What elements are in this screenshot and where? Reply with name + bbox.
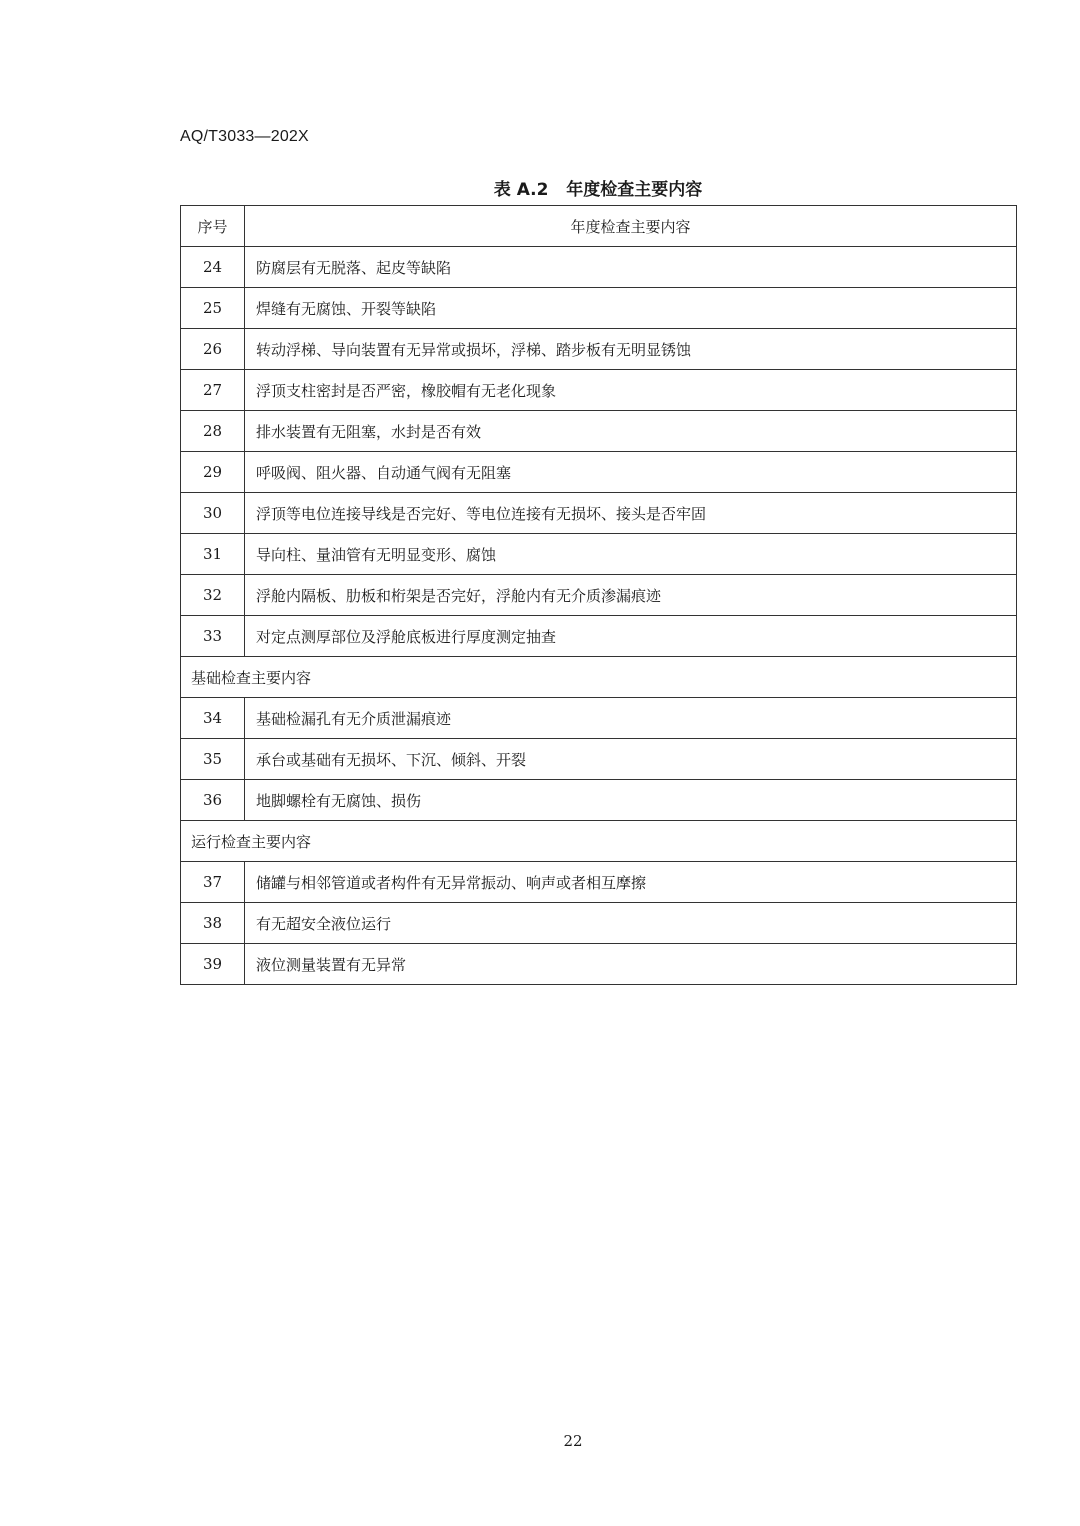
- table-body: [181, 247, 1017, 985]
- row-number: 29: [181, 452, 245, 493]
- row-content: 浮顶等电位连接导线是否完好、等电位连接有无损坏、接头是否牢固: [245, 493, 1017, 534]
- section-row: [181, 821, 1017, 862]
- table-row: [181, 739, 1017, 780]
- row-number: 25: [181, 288, 245, 329]
- row-content: 焊缝有无腐蚀、开裂等缺陷: [245, 288, 1017, 329]
- table-row: [181, 862, 1017, 903]
- row-content: 浮顶支柱密封是否严密，橡胶帽有无老化现象: [245, 370, 1017, 411]
- row-content: 地脚螺栓有无腐蚀、损伤: [245, 780, 1017, 821]
- row-number: 32: [181, 575, 245, 616]
- table-row: [181, 452, 1017, 493]
- section-heading: 运行检查主要内容: [181, 821, 1017, 862]
- row-number: 38: [181, 903, 245, 944]
- row-content: 液位测量装置有无异常: [245, 944, 1017, 985]
- row-content: 防腐层有无脱落、起皮等缺陷: [245, 247, 1017, 288]
- row-content: 导向柱、量油管有无明显变形、腐蚀: [245, 534, 1017, 575]
- table-row: [181, 944, 1017, 985]
- table-row: [181, 411, 1017, 452]
- row-content: 承台或基础有无损坏、下沉、倾斜、开裂: [245, 739, 1017, 780]
- table-row: [181, 329, 1017, 370]
- row-number: 28: [181, 411, 245, 452]
- table-title-text: 年度检查主要内容: [566, 180, 703, 200]
- row-number: 37: [181, 862, 245, 903]
- table-row: [181, 575, 1017, 616]
- table-row: [181, 493, 1017, 534]
- row-number: 24: [181, 247, 245, 288]
- row-number: 39: [181, 944, 245, 985]
- row-number: 30: [181, 493, 245, 534]
- row-content: 浮舱内隔板、肋板和桁架是否完好，浮舱内有无介质渗漏痕迹: [245, 575, 1017, 616]
- table-row: [181, 616, 1017, 657]
- table-header-row: [181, 206, 1017, 247]
- row-number: 31: [181, 534, 245, 575]
- column-header-no: 序号: [181, 206, 245, 247]
- table-row: [181, 534, 1017, 575]
- section-heading: 基础检查主要内容: [181, 657, 1017, 698]
- table-row: [181, 370, 1017, 411]
- table-title: [0, 175, 1080, 200]
- table-row: [181, 780, 1017, 821]
- row-content: 有无超安全液位运行: [245, 903, 1017, 944]
- row-content: 呼吸阀、阻火器、自动通气阀有无阻塞: [245, 452, 1017, 493]
- column-header-content: 年度检查主要内容: [245, 206, 1017, 247]
- row-content: 排水装置有无阻塞，水封是否有效: [245, 411, 1017, 452]
- table-row: [181, 903, 1017, 944]
- table-title-prefix: 表: [493, 180, 511, 200]
- standard-code: AQ/T3033—202X: [180, 128, 309, 145]
- section-row: [181, 657, 1017, 698]
- row-number: 36: [181, 780, 245, 821]
- row-number: 33: [181, 616, 245, 657]
- table-row: [181, 698, 1017, 739]
- inspection-table: [180, 205, 1017, 985]
- row-content: 基础检漏孔有无介质泄漏痕迹: [245, 698, 1017, 739]
- row-number: 26: [181, 329, 245, 370]
- row-content: 对定点测厚部位及浮舱底板进行厚度测定抽查: [245, 616, 1017, 657]
- row-number: 35: [181, 739, 245, 780]
- row-number: 27: [181, 370, 245, 411]
- row-content: 储罐与相邻管道或者构件有无异常振动、响声或者相互摩擦: [245, 862, 1017, 903]
- table-row: [181, 288, 1017, 329]
- page-number: 22: [563, 1432, 583, 1450]
- table-title-number: A.2: [516, 180, 549, 200]
- table-row: [181, 247, 1017, 288]
- row-content: 转动浮梯、导向装置有无异常或损坏，浮梯、踏步板有无明显锈蚀: [245, 329, 1017, 370]
- row-number: 34: [181, 698, 245, 739]
